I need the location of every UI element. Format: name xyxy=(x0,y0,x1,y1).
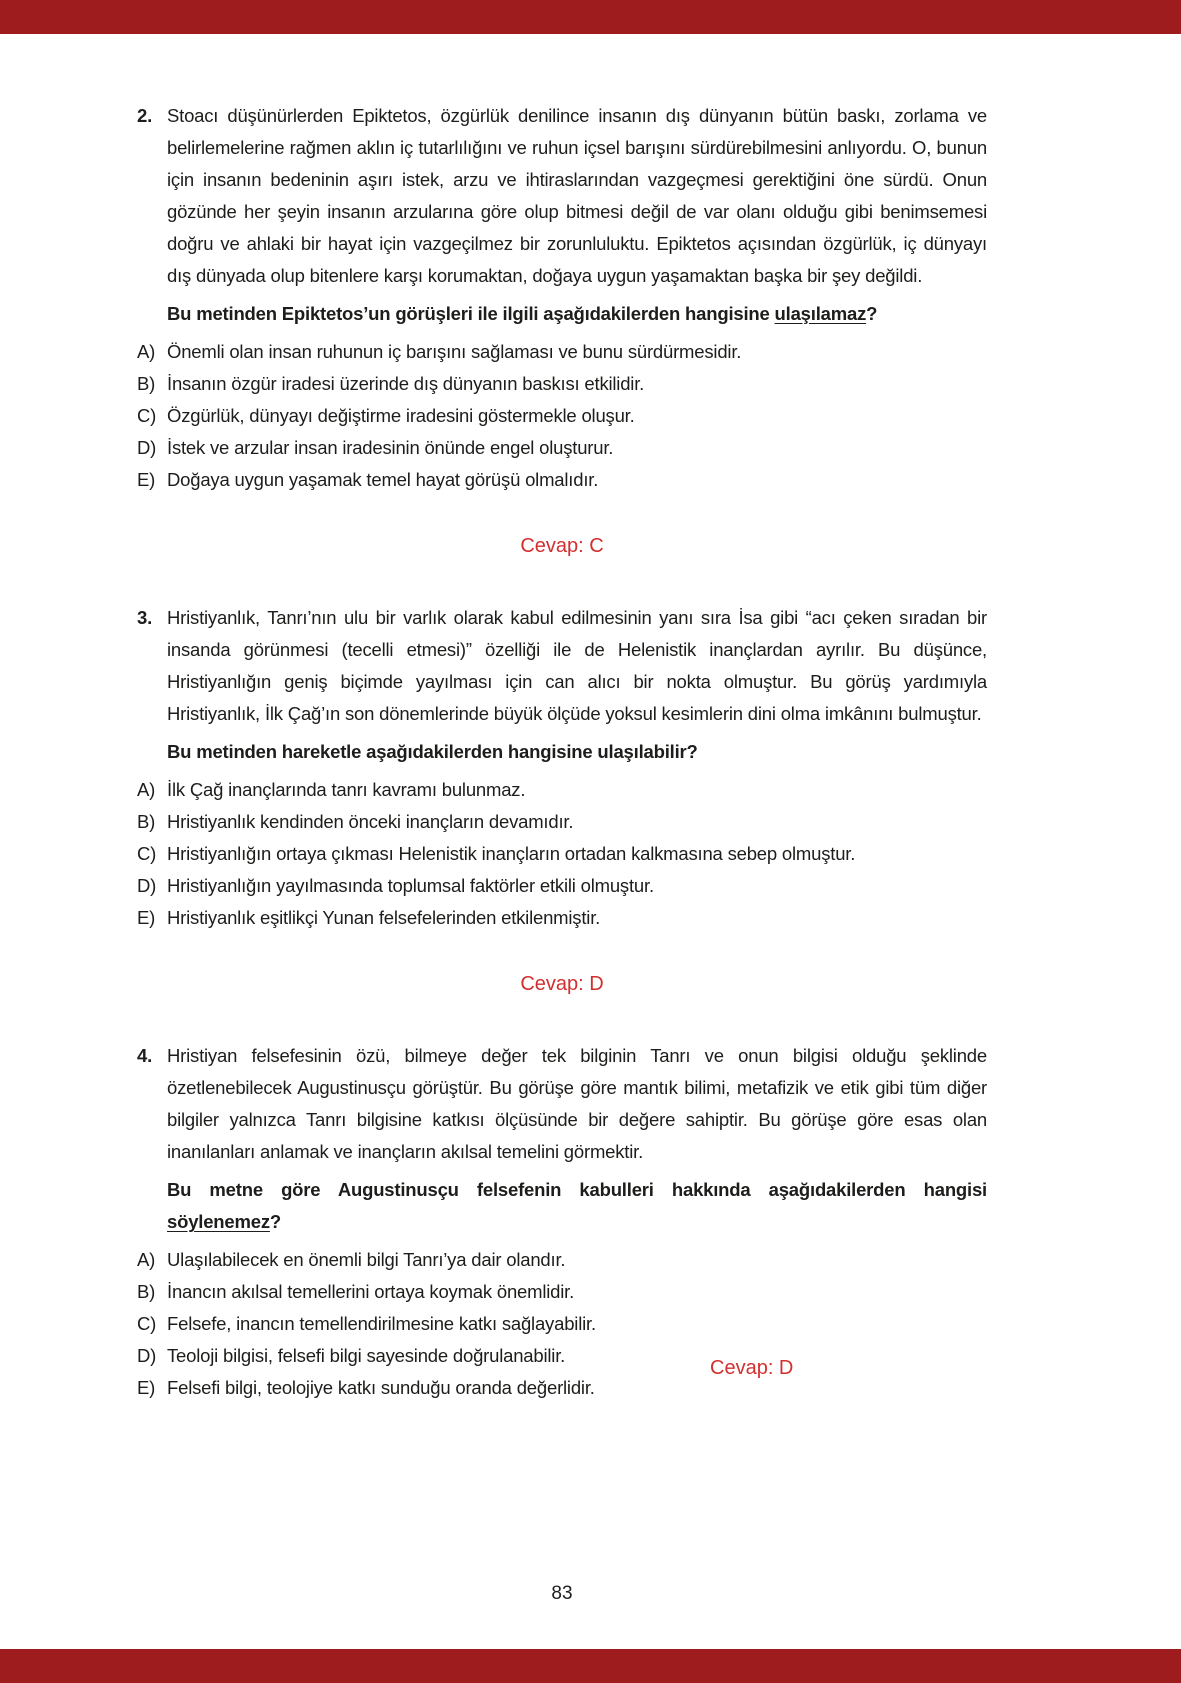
option-text: Özgürlük, dünyayı değiştirme iradesini göstermekle oluşur. xyxy=(167,405,635,426)
question-text: Stoacı düşünürlerden Epiktetos, özgürlük denilince insanın dış dünyanın bütün baskı, zorlama ve belirlemelerine rağmen aklın iç tutarlılığını ve ruhun içsel barışını sürdürebilmesini anlıyordu. O, bunun için insanın bedeninin aşırı istek, arzu ve ihtiraslarından vazgeçmesi gerektiğini öne sürdü. Onun gözünde her şeyin insanın arzularına göre olup bitmesi değil de var olanı olduğu gibi benimsemesi doğru ve ahlaki bir hayat için vazgeçilmez bir zorunluluktu. Epiktetos açısından özgürlük, iç dünyayı dış dünyada olup bitenlere karşı korumaktan, doğaya uygun yaşamaktan başka bir şey değildi. xyxy=(167,105,987,286)
option-letter: A) xyxy=(137,779,156,800)
option-b xyxy=(137,806,987,838)
option-e xyxy=(137,1372,987,1404)
option-letter: D) xyxy=(137,875,157,896)
option-b xyxy=(137,1276,987,1308)
prompt-suffix: ? xyxy=(866,303,878,324)
option-d xyxy=(137,1340,987,1379)
option-b xyxy=(137,368,987,400)
question-text: Hristiyanlık, Tanrı’nın ulu bir varlık olarak kabul edilmesinin yanı sıra İsa gibi “acı çeken sıradan bir insanda görünmesi (tecelli etmesi)” özelliği ile de Helenistik inançlardan ayrılır. Bu düşünce, Hristiyanlığın geniş biçimde yayılması için can alıcı bir nokta olmuştur. Bu görüş yardımıyla Hristiyanlık, İlk Çağ’ın son dönemlerinde büyük ölçüde yoksul kesimlerin dini olma imkânını bulmuştur. xyxy=(167,607,987,724)
page-number: 83 xyxy=(551,1583,573,1604)
question-text: Hristiyan felsefesinin özü, bilmeye değer tek bilginin Tanrı ve onun bilgisi olduğu şeklinde özetlenebilecek Augustinusçu görüştür. Bu görüşe göre mantık bilimi, metafizik ve etik gibi tüm diğer bilgiler yalnızca Tanrı bilgisine katkısı ölçüsünde bir değere sahiptir. Bu görüşe göre esas olan inanılanları anlamak ve inançların akılsal temelini görmektir. xyxy=(167,1045,987,1162)
options-list xyxy=(137,336,987,496)
option-text: İnsanın özgür iradesi üzerinde dış dünyanın baskısı etkilidir. xyxy=(167,373,645,394)
option-text: Hristiyanlığın ortaya çıkması Helenistik inançların ortadan kalkmasına sebep olmuştur. xyxy=(167,843,856,864)
option-letter: A) xyxy=(137,341,156,362)
question-prompt xyxy=(137,1174,987,1238)
options-list xyxy=(137,774,987,934)
page-content xyxy=(137,100,987,1404)
question-2 xyxy=(137,100,987,558)
underlined-term: söylenemez xyxy=(167,1211,270,1232)
underlined-term: ulaşılamaz xyxy=(774,303,867,324)
option-letter: B) xyxy=(137,811,156,832)
question-number: 4. xyxy=(137,1045,153,1066)
top-border-bar xyxy=(0,0,1181,34)
option-text: İnancın akılsal temellerini ortaya koymak önemlidir. xyxy=(167,1281,575,1302)
prompt-suffix: ? xyxy=(269,1211,281,1232)
prompt-text: Bu metinden hareketle aşağıdakilerden hangisine ulaşılabilir? xyxy=(167,741,698,762)
option-text: İlk Çağ inançlarında tanrı kavramı bulunmaz. xyxy=(167,779,526,800)
option-letter: C) xyxy=(137,405,157,426)
option-letter: E) xyxy=(137,469,156,490)
bottom-border-bar xyxy=(0,1649,1181,1683)
option-text: Felsefi bilgi, teolojiye katkı sunduğu oranda değerlidir. xyxy=(167,1377,595,1398)
option-text: Ulaşılabilecek en önemli bilgi Tanrı’ya dair olandır. xyxy=(167,1249,566,1270)
option-e xyxy=(137,464,987,496)
option-letter: A) xyxy=(137,1249,156,1270)
option-letter: D) xyxy=(137,1345,157,1366)
option-letter: C) xyxy=(137,1313,157,1334)
question-number: 3. xyxy=(137,607,153,628)
prompt-text: Bu metinden Epiktetos’un görüşleri ile ilgili aşağıdakilerden hangisine xyxy=(167,303,775,324)
option-d xyxy=(137,870,987,902)
option-letter: E) xyxy=(137,907,156,928)
option-e xyxy=(137,902,987,934)
question-paragraph xyxy=(137,100,987,292)
question-prompt xyxy=(137,298,987,330)
option-text: Hristiyanlık eşitlikçi Yunan felsefelerinden etkilenmiştir. xyxy=(167,907,601,928)
option-c xyxy=(137,838,987,870)
option-a xyxy=(137,774,987,806)
option-letter: B) xyxy=(137,1281,156,1302)
question-number: 2. xyxy=(137,105,153,126)
question-prompt xyxy=(137,736,987,768)
option-text: Hristiyanlığın yayılmasında toplumsal faktörler etkili olmuştur. xyxy=(167,875,654,896)
options-list xyxy=(137,1244,987,1404)
question-paragraph xyxy=(137,602,987,730)
option-a xyxy=(137,336,987,368)
option-text: Doğaya uygun yaşamak temel hayat görüşü olmalıdır. xyxy=(167,469,599,490)
answer-label: Cevap: C xyxy=(520,535,604,557)
option-c xyxy=(137,1308,987,1340)
option-letter: C) xyxy=(137,843,157,864)
question-3 xyxy=(137,602,987,996)
option-letter: E) xyxy=(137,1377,156,1398)
option-letter: D) xyxy=(137,437,157,458)
option-text: Hristiyanlık kendinden önceki inançların devamıdır. xyxy=(167,811,574,832)
option-text: İstek ve arzular insan iradesinin önünde engel oluşturur. xyxy=(167,437,614,458)
question-4 xyxy=(137,1040,987,1404)
option-a xyxy=(137,1244,987,1276)
option-text: Önemli olan insan ruhunun iç barışını sağlaması ve bunu sürdürmesidir. xyxy=(167,341,742,362)
prompt-text: Bu metne göre Augustinusçu felsefenin kabulleri hakkında aşağıdakilerden hangisi xyxy=(167,1179,987,1200)
question-paragraph xyxy=(137,1040,987,1168)
answer-label: Cevap: D xyxy=(520,973,604,995)
option-letter: B) xyxy=(137,373,156,394)
option-d xyxy=(137,432,987,464)
option-c xyxy=(137,400,987,432)
answer-label: Cevap: D xyxy=(710,1357,794,1379)
option-text: Felsefe, inancın temellendirilmesine katkı sağlayabilir. xyxy=(167,1313,596,1334)
option-text: Teoloji bilgisi, felsefi bilgi sayesinde doğrulanabilir. xyxy=(167,1345,566,1366)
